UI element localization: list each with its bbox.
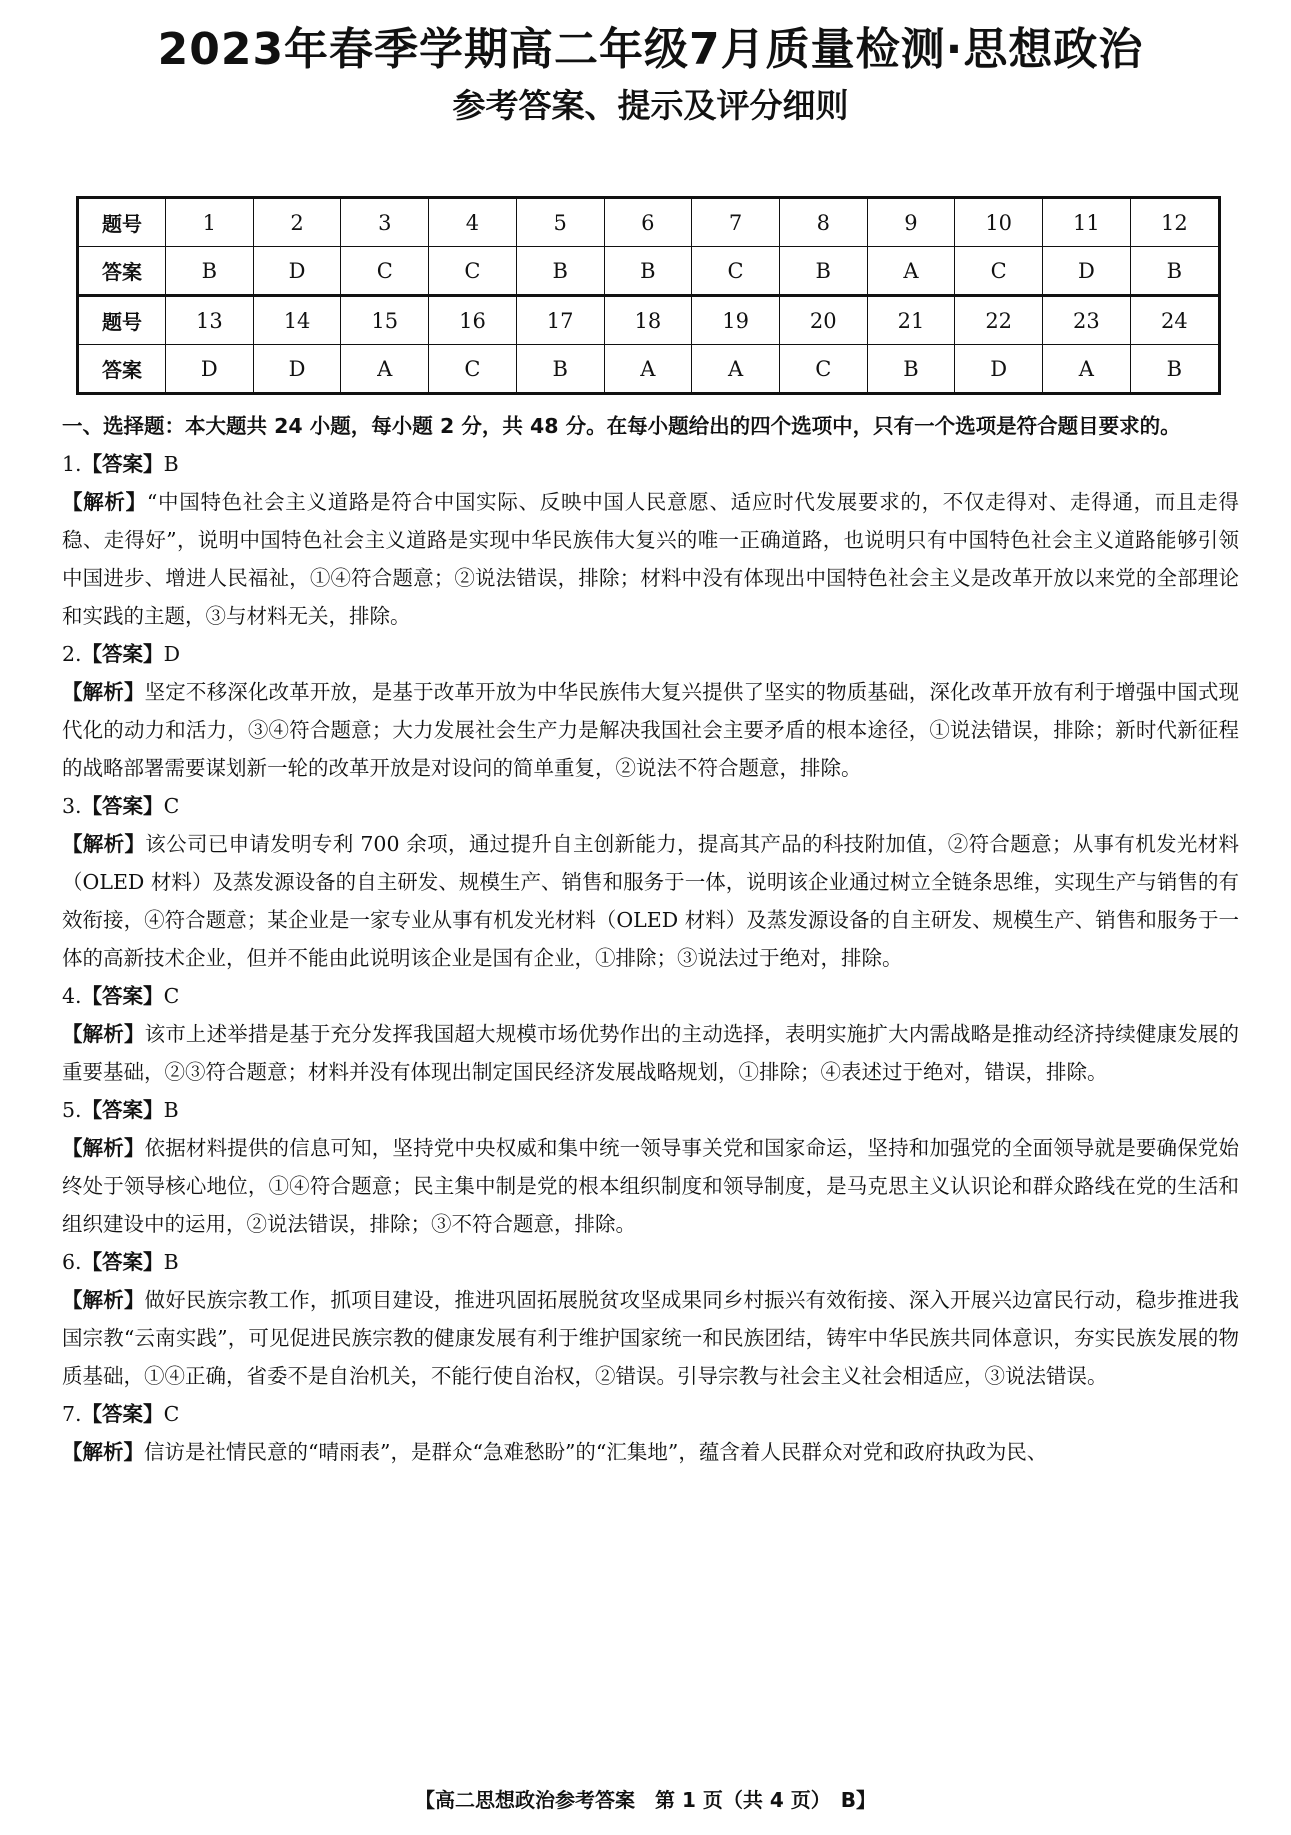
- page-title: 2023年春季学期高二年级7月质量检测·思想政治: [157, 24, 1144, 75]
- answer-table: [76, 196, 1221, 395]
- answer-label: 【答案】: [81, 1402, 164, 1426]
- answer-value: C: [163, 984, 180, 1008]
- answer-value: C: [163, 1402, 180, 1426]
- answer-label: 【答案】: [81, 452, 164, 476]
- page-footer: 【高二思想政治参考答案 第 1 页（共 4 页） B】: [415, 1788, 876, 1812]
- explanation-text: 依据材料提供的信息可知，坚持党中央权威和集中统一领导事关党和国家命运，坚持和加强党的全面领导就是要确保党始终处于领导核心地位，①④符合题意；民主集中制是党的根本组织制度和领导制度，是马克思主义认识论和群众路线在党的生活和组织建设中的运用，②说法错误，排除；③不符合题意，排除。: [62, 1136, 1239, 1236]
- answer-line: [62, 635, 1239, 673]
- item-number: 6.: [62, 1250, 82, 1274]
- answer-label-cell: 答案: [79, 345, 166, 393]
- answer-cell: B: [516, 247, 604, 295]
- explanation-label: 【解析】: [62, 1440, 144, 1464]
- question-number-cell: 13: [166, 296, 254, 345]
- answer-row: [79, 345, 1218, 393]
- answer-cell: D: [253, 247, 341, 295]
- explanation-text: 信访是社情民意的“晴雨表”，是群众“急难愁盼”的“汇集地”，蕴含着人民群众对党和政府执政为民、: [144, 1440, 1048, 1464]
- answer-item: [62, 787, 1239, 977]
- explanation: [62, 1433, 1239, 1471]
- answer-cell: C: [955, 247, 1043, 295]
- answer-cell: B: [867, 345, 955, 393]
- explanation-text: 该公司已申请发明专利 700 余项，通过提升自主创新能力，提高其产品的科技附加值，②符合题意；从事有机发光材料（OLED 材料）及蒸发源设备的自主研发、规模生产、销售和服务于一体，说明该企业通过树立全链条思维，实现生产与销售的有效衔接，④符合题意；某企业是一家专业从事有机发光材料（OLED 材料）及蒸发源设备的自主研发、规模生产、销售和服务于一体的高新技术企业，但并不能由此说明该企业是国有企业，①排除；③说法过于绝对，排除。: [62, 832, 1239, 970]
- item-number: 7.: [62, 1402, 82, 1426]
- question-number-cell: 11: [1043, 199, 1131, 247]
- explanation-label: 【解析】: [62, 1136, 145, 1160]
- question-number-cell: 23: [1043, 296, 1131, 345]
- question-number-cell: 17: [516, 296, 604, 345]
- answer-value: B: [163, 1250, 179, 1274]
- answer-item: [62, 1243, 1239, 1395]
- question-number-cell: 5: [516, 199, 604, 247]
- answer-cell: C: [779, 345, 867, 393]
- question-label-cell: 题号: [79, 296, 166, 345]
- answer-cell: D: [166, 345, 254, 393]
- answer-cell: C: [429, 247, 517, 295]
- answer-label: 【答案】: [81, 794, 164, 818]
- question-number-cell: 14: [253, 296, 341, 345]
- question-number-cell: 3: [341, 199, 429, 247]
- question-number-cell: 10: [955, 199, 1043, 247]
- page-subtitle: 参考答案、提示及评分细则: [452, 86, 849, 125]
- explanation-label: 【解析】: [62, 680, 145, 704]
- answer-item: [62, 1091, 1239, 1243]
- answer-cell: B: [1130, 247, 1218, 295]
- question-number-cell: 16: [429, 296, 517, 345]
- answer-cell: A: [692, 345, 780, 393]
- answer-row: [79, 247, 1218, 295]
- question-number-row: [79, 296, 1218, 345]
- answer-value: C: [163, 794, 180, 818]
- answer-cell: A: [341, 345, 429, 393]
- question-label-cell: 题号: [79, 199, 166, 247]
- answer-value: B: [163, 452, 179, 476]
- item-number: 4.: [62, 984, 82, 1008]
- answer-line: [62, 1091, 1239, 1129]
- answer-line: [62, 977, 1239, 1015]
- question-number-cell: 18: [604, 296, 692, 345]
- question-number-cell: 20: [779, 296, 867, 345]
- explanation-text: “中国特色社会主义道路是符合中国实际、反映中国人民意愿、适应时代发展要求的，不仅走得对、走得通，而且走得稳、走得好”，说明中国特色社会主义道路是实现中华民族伟大复兴的唯一正确道路，也说明只有中国特色社会主义道路能够引领中国进步、增进人民福祉，①④符合题意；②说法错误，排除；材料中没有体现出中国特色社会主义是改革开放以来党的全部理论和实践的主题，③与材料无关，排除。: [62, 490, 1239, 628]
- explanation-label: 【解析】: [62, 1022, 145, 1046]
- question-number-cell: 21: [867, 296, 955, 345]
- section-heading: 一、选择题：本大题共 24 小题，每小题 2 分，共 48 分。在每小题给出的四个选项中，只有一个选项是符合题目要求的。: [62, 414, 1181, 438]
- question-number-cell: 24: [1130, 296, 1218, 345]
- answer-cell: C: [429, 345, 517, 393]
- explanation-text: 该市上述举措是基于充分发挥我国超大规模市场优势作出的主动选择，表明实施扩大内需战略是推动经济持续健康发展的重要基础，②③符合题意；材料并没有体现出制定国民经济发展战略规划，①排除；④表述过于绝对，错误，排除。: [62, 1022, 1239, 1084]
- answer-cell: D: [1043, 247, 1131, 295]
- answer-label: 【答案】: [81, 1250, 164, 1274]
- answer-cell: A: [604, 345, 692, 393]
- explanation-text: 坚定不移深化改革开放，是基于改革开放为中华民族伟大复兴提供了坚实的物质基础，深化改革开放有利于增强中国式现代化的动力和活力，③④符合题意；大力发展社会生产力是解决我国社会主要矛盾的根本途径，①说法错误，排除；新时代新征程的战略部署需要谋划新一轮的改革开放是对设问的简单重复，②说法不符合题意，排除。: [62, 680, 1239, 780]
- question-number-row: [79, 199, 1218, 247]
- explanation: [62, 483, 1239, 635]
- answer-cell: B: [166, 247, 254, 295]
- item-number: 5.: [62, 1098, 82, 1122]
- answer-cell: B: [1130, 345, 1218, 393]
- answer-item: [62, 635, 1239, 787]
- answer-line: [62, 787, 1239, 825]
- answer-line: [62, 1243, 1239, 1281]
- answer-table-block-2: [79, 294, 1218, 392]
- question-number-cell: 1: [166, 199, 254, 247]
- answer-cell: D: [955, 345, 1043, 393]
- answer-cell: B: [604, 247, 692, 295]
- question-number-cell: 2: [253, 199, 341, 247]
- question-number-cell: 19: [692, 296, 780, 345]
- answer-label: 【答案】: [81, 1098, 164, 1122]
- answer-label: 【答案】: [81, 642, 164, 666]
- answer-label-cell: 答案: [79, 247, 166, 295]
- explanation: [62, 1129, 1239, 1243]
- question-number-cell: 22: [955, 296, 1043, 345]
- answer-cell: A: [867, 247, 955, 295]
- item-number: 1.: [62, 452, 82, 476]
- answer-value: B: [163, 1098, 179, 1122]
- explanation-text: 做好民族宗教工作，抓项目建设，推进巩固拓展脱贫攻坚成果同乡村振兴有效衔接、深入开展兴边富民行动，稳步推进我国宗教“云南实践”，可见促进民族宗教的健康发展有利于维护国家统一和民族团结，铸牢中华民族共同体意识，夯实民族发展的物质基础，①④正确，省委不是自治机关，不能行使自治权，②错误。引导宗教与社会主义社会相适应，③说法错误。: [62, 1288, 1239, 1388]
- answer-line: [62, 445, 1239, 483]
- question-number-cell: 6: [604, 199, 692, 247]
- answer-value: D: [163, 642, 180, 666]
- answer-cell: A: [1043, 345, 1131, 393]
- question-number-cell: 12: [1130, 199, 1218, 247]
- answer-label: 【答案】: [81, 984, 164, 1008]
- question-number-cell: 4: [429, 199, 517, 247]
- question-number-cell: 9: [867, 199, 955, 247]
- answer-item: [62, 977, 1239, 1091]
- answer-cell: B: [779, 247, 867, 295]
- answer-item: [62, 1395, 1239, 1471]
- explanation: [62, 1281, 1239, 1395]
- answer-cell: C: [341, 247, 429, 295]
- answer-cell: B: [516, 345, 604, 393]
- answer-cell: D: [253, 345, 341, 393]
- question-number-cell: 8: [779, 199, 867, 247]
- explanation: [62, 1015, 1239, 1091]
- answer-cell: C: [692, 247, 780, 295]
- answer-line: [62, 1395, 1239, 1433]
- explanation: [62, 825, 1239, 977]
- answer-item: [62, 445, 1239, 635]
- item-number: 3.: [62, 794, 82, 818]
- explanation-label: 【解析】: [62, 1288, 145, 1312]
- explanation-label: 【解析】: [62, 490, 147, 514]
- question-number-cell: 7: [692, 199, 780, 247]
- item-number: 2.: [62, 642, 82, 666]
- question-number-cell: 15: [341, 296, 429, 345]
- explanation: [62, 673, 1239, 787]
- explanation-label: 【解析】: [62, 832, 146, 856]
- answer-table-block-1: [79, 199, 1218, 294]
